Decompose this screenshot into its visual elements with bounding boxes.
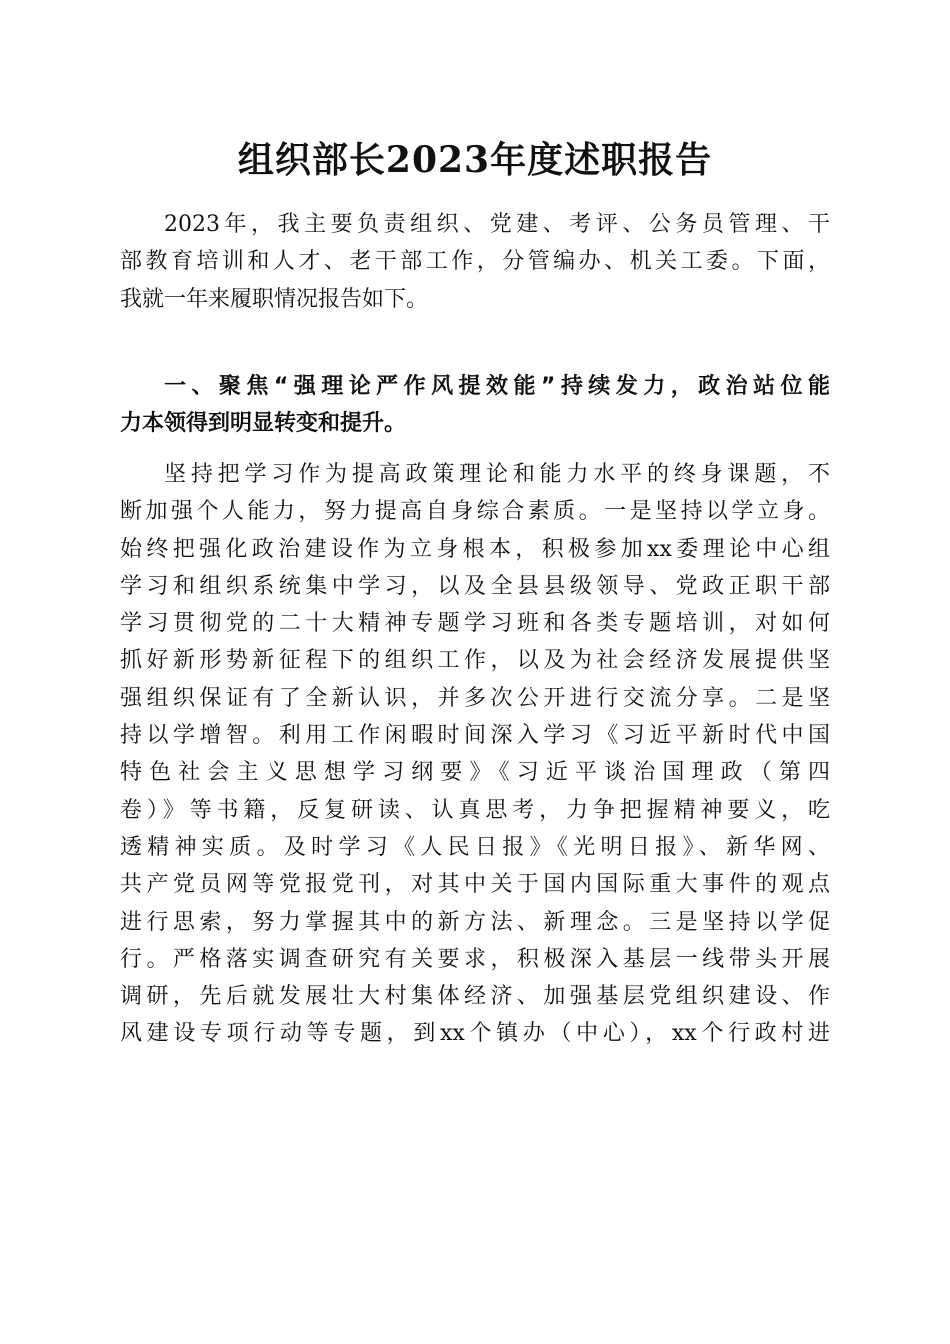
text-line: 透精神实质。及时学习《人民日报》《光明日报》、新华网、 xyxy=(120,834,830,860)
document-title: 组织部长2023年度述职报告 xyxy=(237,139,713,181)
text-line: 特色社会主义思想学习纲要》《习近平谈治国理政（第四 xyxy=(120,760,830,786)
text-line: 始终把强化政治建设作为立身根本，积极参加xx委理论中心组 xyxy=(120,536,830,562)
section-body-paragraph xyxy=(120,456,830,1053)
text-line: 调研，先后就发展壮大村集体经济、加强基层党组织建设、作 xyxy=(120,984,830,1010)
text-line: 学习和组织系统集中学习，以及全县县级领导、党政正职干部 xyxy=(120,573,830,599)
text-line: 进行思索，努力掌握其中的新方法、新理念。三是坚持以学促 xyxy=(120,909,830,935)
text-line: 共产党员网等党报党刊，对其中关于国内国际重大事件的观点 xyxy=(120,872,830,898)
heading-line: 一、聚焦“强理论严作风提效能”持续发力，政治站位能 xyxy=(164,374,830,399)
text-line: 风建设专项行动等专题，到xx个镇办（中心），xx个行政村进 xyxy=(120,1021,830,1047)
intro-paragraph xyxy=(120,206,830,318)
text-line: 断加强个人能力，努力提高自身综合素质。一是坚持以学立身。 xyxy=(120,499,830,525)
text-line: 强组织保证有了全新认识，并多次公开进行交流分享。二是坚 xyxy=(120,685,830,711)
heading-line: 力本领得到明显转变和提升。 xyxy=(120,411,407,437)
text-line: 抓好新形势新征程下的组织工作，以及为社会经济发展提供坚 xyxy=(120,648,830,674)
section-heading xyxy=(120,368,830,443)
text-line: 坚持把学习作为提高政策理论和能力水平的终身课题，不 xyxy=(164,462,830,487)
text-line: 学习贯彻党的二十大精神专题学习班和各类专题培训，对如何 xyxy=(120,611,830,637)
text-line: 持以学增智。利用工作闲暇时间深入学习《习近平新时代中国 xyxy=(120,723,830,749)
text-line: 部教育培训和人才、老干部工作，分管编办、机关工委。下面， xyxy=(120,249,830,275)
text-line: 2023年，我主要负责组织、党建、考评、公务员管理、干 xyxy=(164,212,830,237)
text-line: 卷）》等书籍，反复研读、认真思考，力争把握精神要义，吃 xyxy=(120,797,830,823)
text-line: 我就一年来履职情况报告如下。 xyxy=(120,286,429,312)
text-line: 行。严格落实调查研究有关要求，积极深入基层一线带头开展 xyxy=(120,946,830,972)
